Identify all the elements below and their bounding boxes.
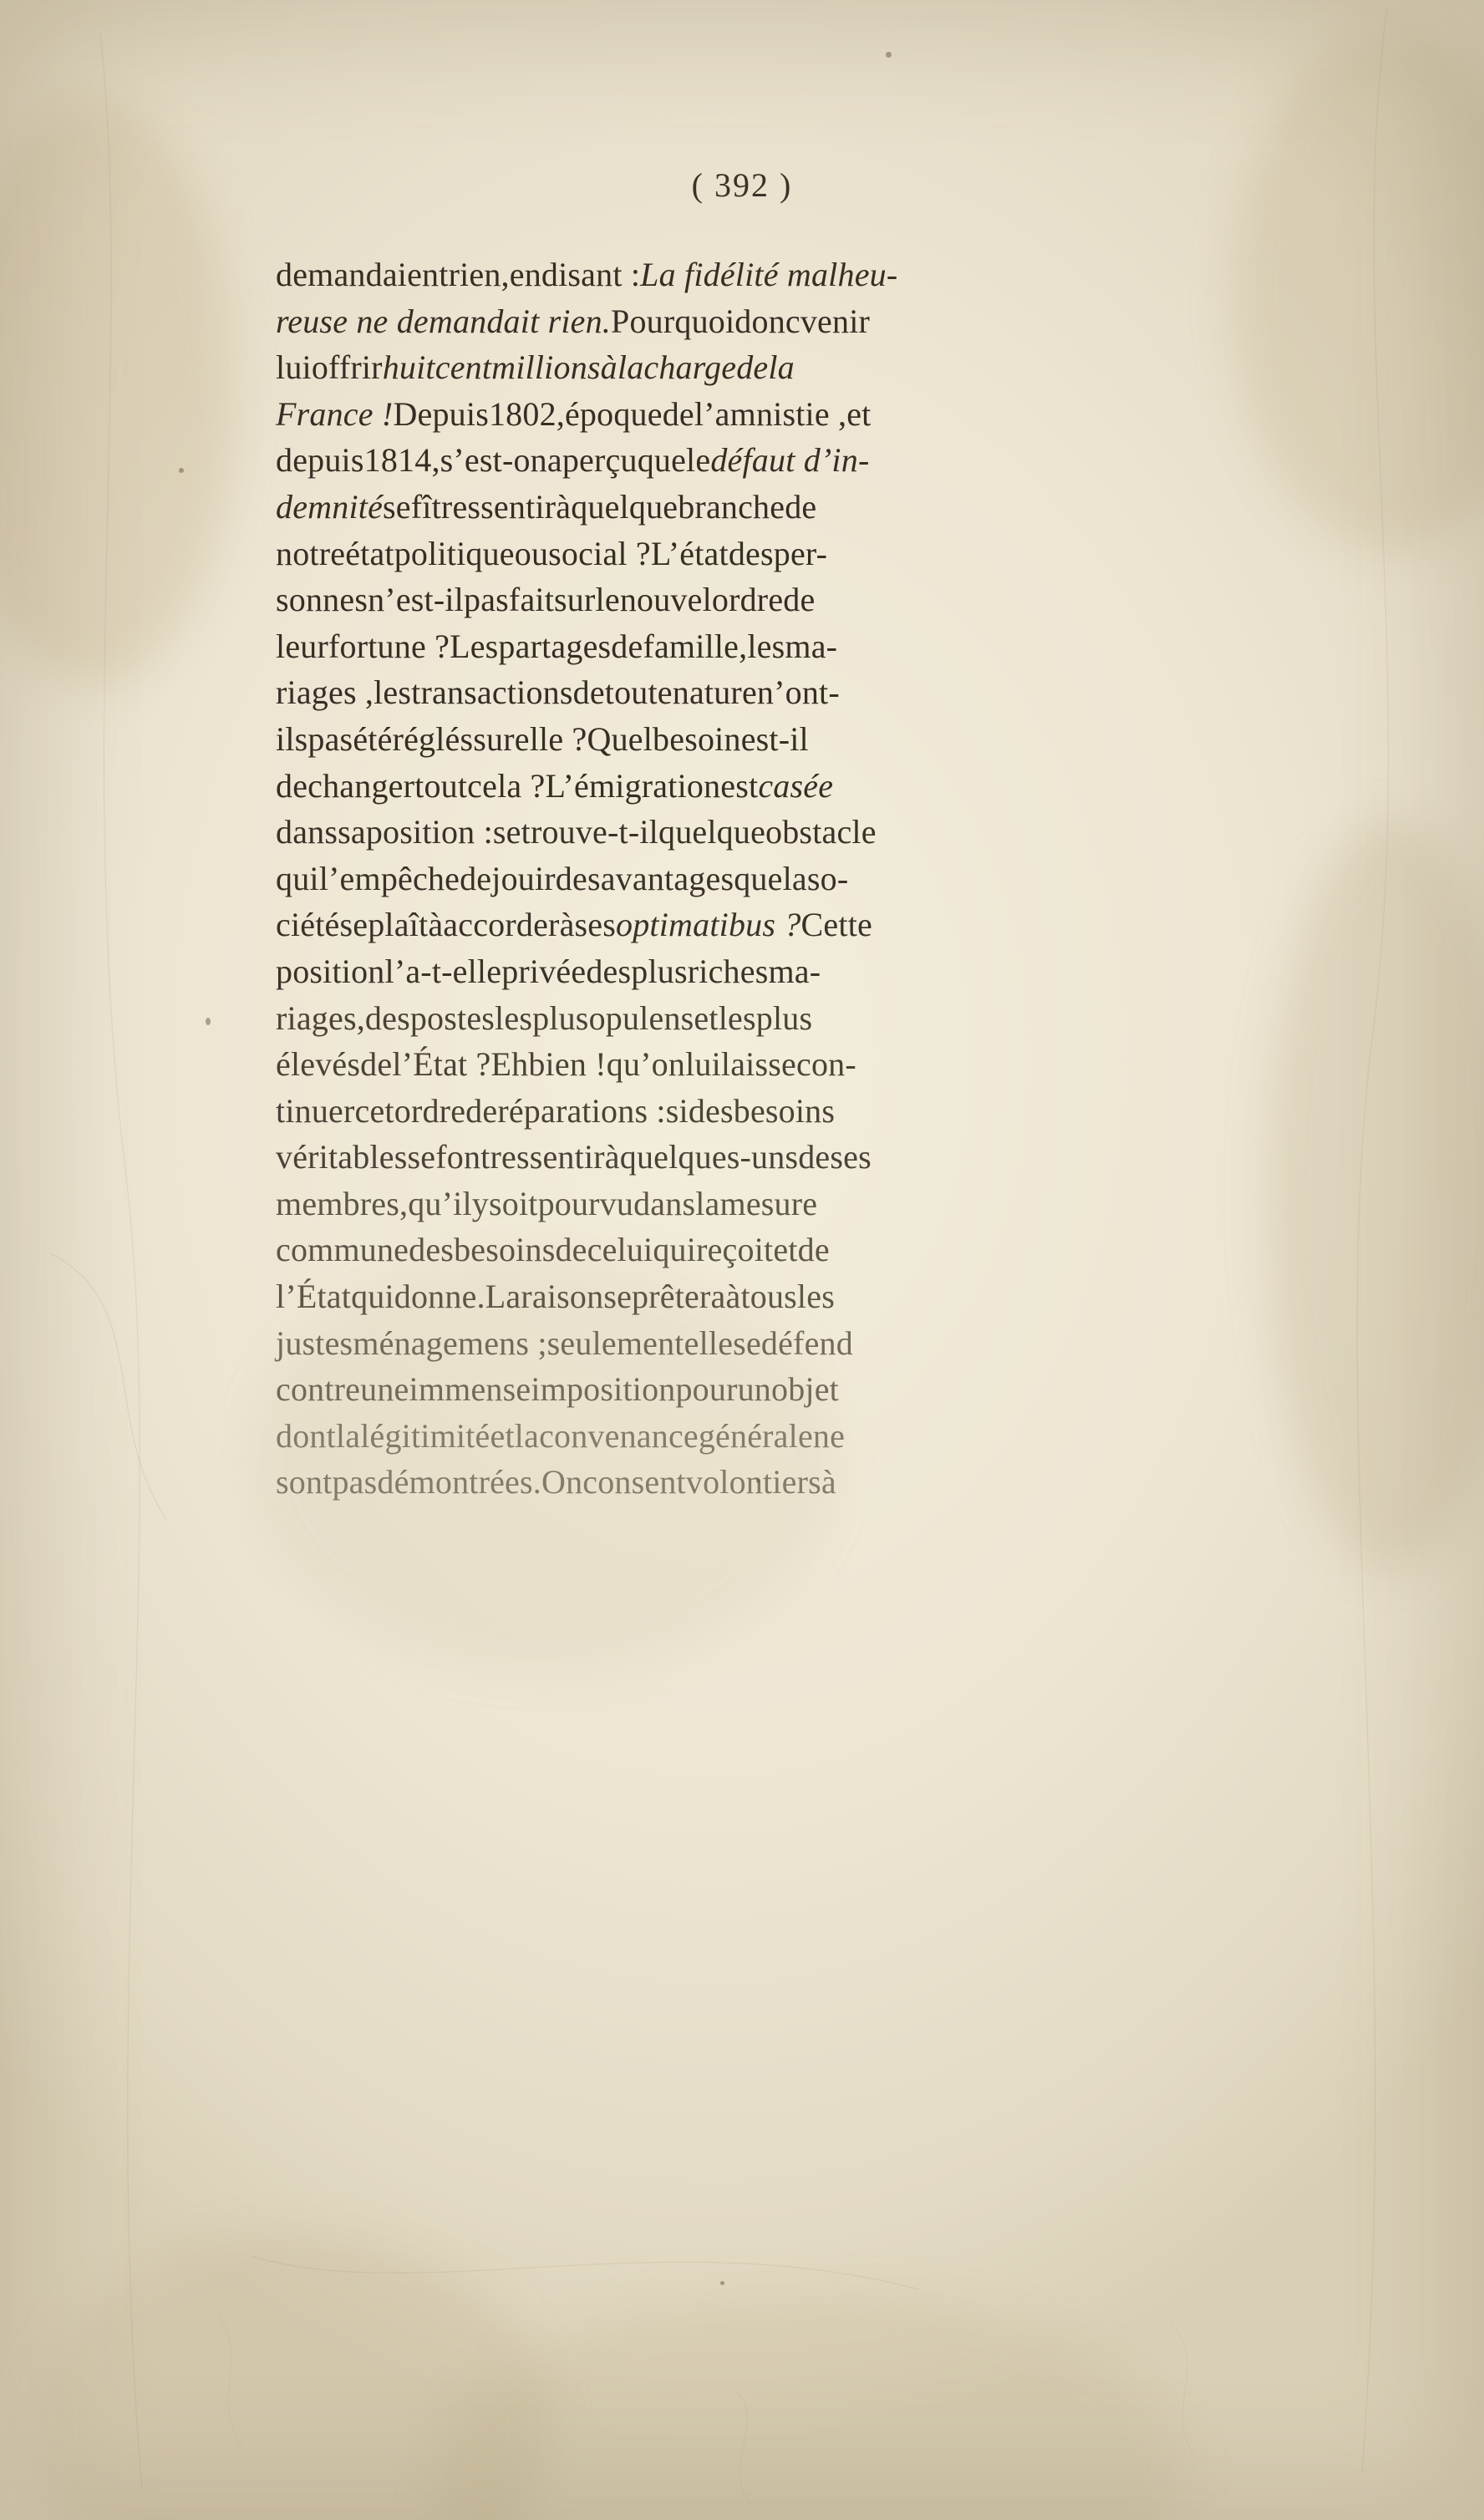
text-line: demnitésefîtressentiràquelquebranchede	[276, 487, 817, 526]
text-line: riages ,lestransactionsdetoutenaturen’ont-	[276, 673, 840, 712]
text-line: depuis1814,s’est-onaperçuqueledéfaut d’in-	[276, 441, 870, 480]
text-line: luioffrirhuitcentmillionsàlachargedela	[276, 348, 795, 387]
ink-speck	[886, 52, 892, 58]
text-line: danssaposition :setrouve-t-ilquelqueobstacle	[276, 813, 877, 851]
text-line: véritablessefontressentiràquelques-unsdeses	[276, 1138, 872, 1176]
text-line: leurfortune ?Lespartagesdefamille,lesma-	[276, 627, 838, 665]
ink-speck	[206, 1018, 211, 1025]
paper-stain	[435, 2294, 1187, 2520]
text-line: l’Étatquidonne.Laraisonseprêteraàtousles	[276, 1278, 835, 1316]
paper-stain	[33, 2236, 551, 2520]
text-line: dontlalégitimitéetlaconvenancegénéralene	[276, 1416, 846, 1455]
text-line: quil’empêchedejouirdesavantagesquelaso-	[276, 859, 849, 897]
text-line: tinuercetordrederéparations :sidesbesoins	[276, 1091, 836, 1130]
text-line: membres,qu’ilysoitpourvudanslamesure	[276, 1184, 818, 1222]
text-line: ilspasétérégléssurelle ?Quelbesoinest-il	[276, 719, 809, 758]
text-line: notreétatpolitiqueousocial ?L’étatdesper-	[276, 534, 828, 572]
text-line: reuse ne demandait rien.Pourquoidoncvenir	[276, 302, 871, 340]
text-line: justesménagemens ;seulementellesedéfend	[276, 1324, 853, 1362]
text-line: France !Depuis1802,époquedel’amnistie ,et	[276, 394, 872, 433]
ink-speck	[179, 468, 184, 473]
body-text-block	[276, 255, 1362, 1509]
text-line: sonnesn’est-ilpasfaitsurlenouvelordrede	[276, 581, 816, 619]
text-line: dechangertoutcela ?L’émigrationestcasée	[276, 766, 834, 805]
text-line: ciétéseplaîtàaccorderàsesoptimatibus ?Cette	[276, 906, 872, 944]
folio-number: ( 392 )	[691, 166, 793, 204]
text-line: sontpasdémontrées.Onconsentvolontiersà	[276, 1463, 836, 1501]
text-line: communedesbesoinsdeceluiquireçoitetde	[276, 1231, 830, 1269]
ink-speck	[720, 2281, 724, 2285]
text-line: demandaientrien,endisant :La fidélité malheu-	[276, 256, 898, 293]
text-line: positionl’a-t-elleprivéedesplusrichesma-	[276, 952, 821, 990]
text-line: riages,desposteslesplusopulensetlesplus	[276, 998, 813, 1037]
text-line: contreuneimmenseimpositionpourunobjet	[276, 1370, 839, 1409]
text-line: élevésdel’État ?Ehbien !qu’onluilaissecon-	[276, 1045, 856, 1084]
